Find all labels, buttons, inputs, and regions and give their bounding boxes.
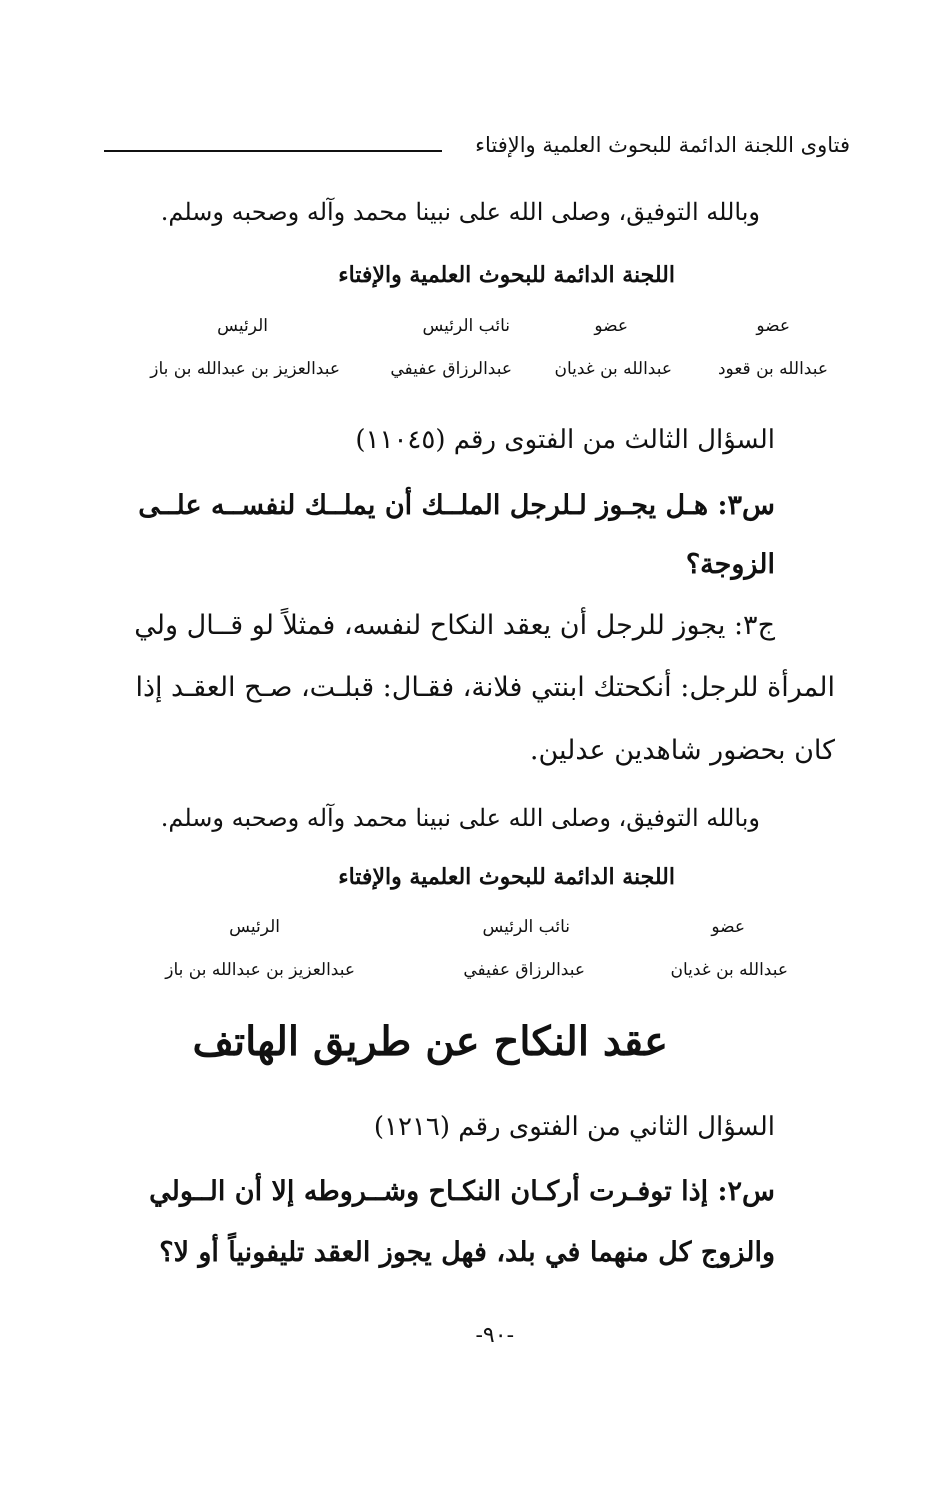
closing-formula-2: وبالله التوفيق، وصلى الله على نبينا محمد وآله وصحبه وسلم.: [160, 804, 760, 832]
question-2-line-2: والزوج كل منهما في بلد، فهل يجوز العقد تليفونياً أو لا؟: [159, 1237, 775, 1268]
running-header-title: فتاوى اللجنة الدائمة للبحوث العلمية والإفتاء: [475, 133, 850, 157]
signatory-2-name-1: عبدالله بن غديان: [670, 960, 788, 980]
signatory-title-1: عضو: [756, 316, 790, 336]
signatory-name-4: عبدالعزيز بن عبدالله بن باز: [150, 359, 340, 379]
signatory-title-3: نائب الرئيس: [422, 316, 510, 336]
signatory-2-title-3: الرئيس: [229, 917, 280, 937]
signatory-title-2: عضو: [594, 316, 628, 336]
signatory-2-name-3: عبدالعزيز بن عبدالله بن باز: [165, 960, 355, 980]
closing-formula-1: وبالله التوفيق، وصلى الله على نبينا محمد وآله وصحبه وسلم.: [160, 198, 760, 226]
committee-name-2: اللجنة الدائمة للبحوث العلمية والإفتاء: [338, 864, 675, 890]
signatory-name-2: عبدالله بن غديان: [554, 359, 672, 379]
fatwa-reference-2: السؤال الثاني من الفتوى رقم (١٢١٦): [373, 1112, 775, 1142]
committee-name-1: اللجنة الدائمة للبحوث العلمية والإفتاء: [338, 262, 675, 288]
answer-1-line-2: المرأة للرجل: أنكحتك ابنتي فلانة، فقـال: قبلـت، صـح العقـد إذا: [135, 672, 835, 703]
signatory-title-4: الرئيس: [217, 316, 268, 336]
signatory-2-title-2: نائب الرئيس: [482, 917, 570, 937]
signatory-2-name-2: عبدالرزاق عفيفي: [463, 960, 585, 980]
question-1-line-2: الزوجة؟: [685, 549, 775, 580]
signatory-name-1: عبدالله بن قعود: [717, 359, 828, 379]
question-1-line-1: س٣: هـل يجـوز لـلرجل الملــك أن يملــك لنفســه علــى: [138, 490, 775, 521]
answer-1-line-1: ج٣: يجوز للرجل أن يعقد النكاح لنفسه، فمثلاً لو قــال ولي: [134, 610, 775, 641]
question-2-line-1: س٢: إذا توفـرت أركـان النكـاح وشــروطه إلا أن الــولي: [149, 1176, 775, 1207]
header-rule: [104, 150, 442, 152]
signatory-2-title-1: عضو: [711, 917, 745, 937]
fatwa-reference-1: السؤال الثالث من الفتوى رقم (١١٠٤٥): [355, 425, 775, 455]
page-number: -٩٠-: [475, 1323, 514, 1348]
signatory-name-3: عبدالرزاق عفيفي: [390, 359, 512, 379]
section-heading: عقد النكاح عن طريق الهاتف: [192, 1018, 668, 1065]
answer-1-line-3: كان بحضور شاهدين عدلين.: [529, 735, 835, 766]
